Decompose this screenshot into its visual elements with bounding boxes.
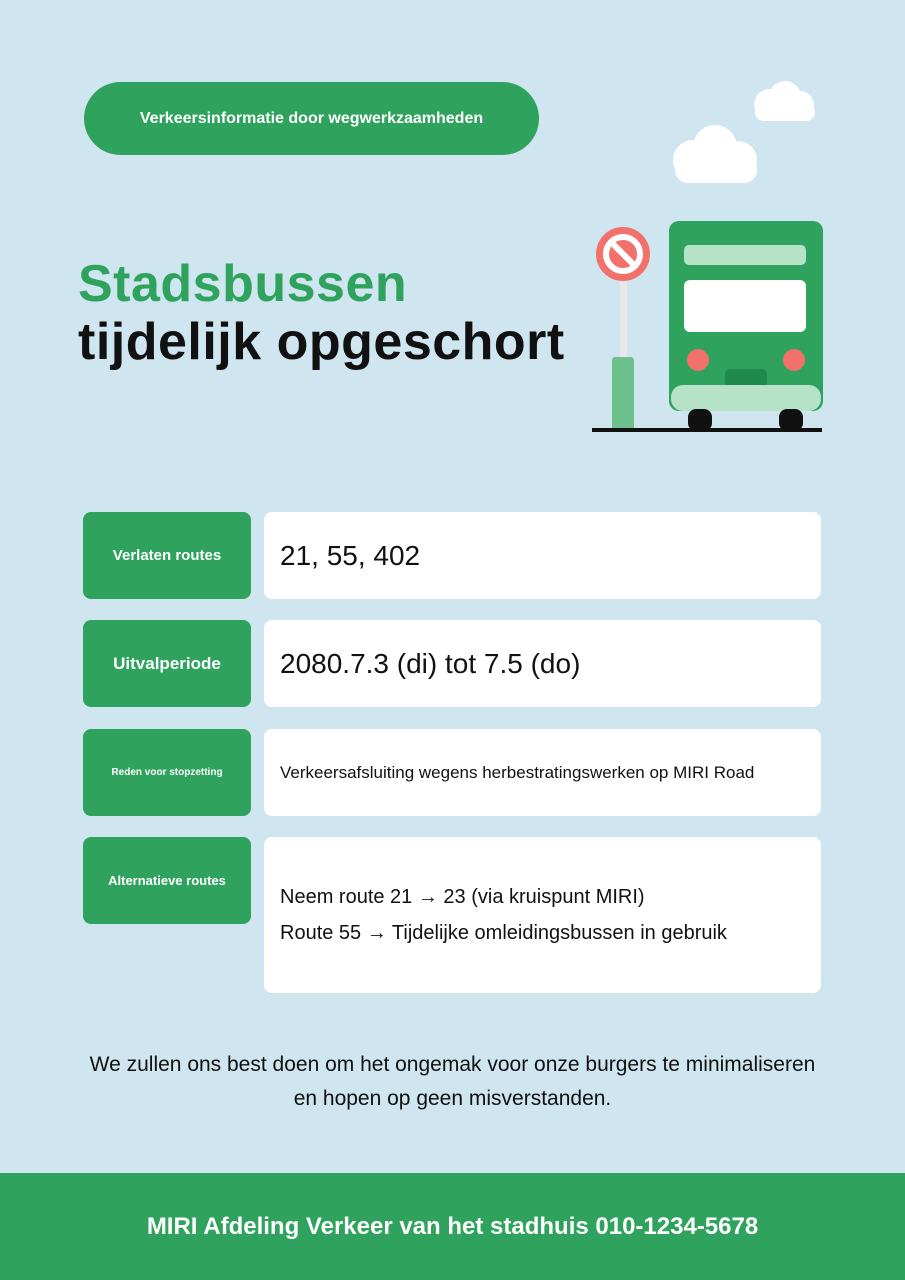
bus-stop-sign-icon xyxy=(596,227,650,430)
footer-contact: MIRI Afdeling Verkeer van het stadhuis 010-1234-5678 xyxy=(0,1173,905,1280)
period-value: 2080.7.3 (di) tot 7.5 (do) xyxy=(264,620,821,707)
closing-message xyxy=(0,1048,905,1116)
title-line-2: tijdelijk opgeschort xyxy=(78,313,565,371)
period-label: Uitvalperiode xyxy=(83,620,251,707)
bus-illustration xyxy=(580,75,840,445)
reason-label: Reden voor stopzetting xyxy=(83,729,251,816)
routes-label: Verlaten routes xyxy=(83,512,251,599)
alternatives-label: Alternatieve routes xyxy=(83,837,251,924)
cloud-icon-large xyxy=(673,125,757,183)
alternatives-value xyxy=(264,837,821,993)
bus-icon xyxy=(669,221,823,431)
cloud-icon-small xyxy=(754,81,815,121)
closing-line-1: We zullen ons best doen om het ongemak voor onze burgers te minimaliseren xyxy=(89,1053,816,1076)
closing-line-2: en hopen op geen misverstanden. xyxy=(293,1087,612,1110)
alternative-route-2: Route 55 → Tijdelijke omleidingsbussen in gebruik xyxy=(280,922,727,944)
ground-line xyxy=(592,428,822,432)
alternative-route-1: Neem route 21 → 23 (via kruispunt MIRI) xyxy=(280,886,645,908)
routes-value: 21, 55, 402 xyxy=(264,512,821,599)
title-line-1: Stadsbussen xyxy=(78,255,408,313)
header-badge: Verkeersinformatie door wegwerkzaamheden xyxy=(84,82,539,155)
reason-value: Verkeersafsluiting wegens herbestratingswerken op MIRI Road xyxy=(264,729,821,816)
